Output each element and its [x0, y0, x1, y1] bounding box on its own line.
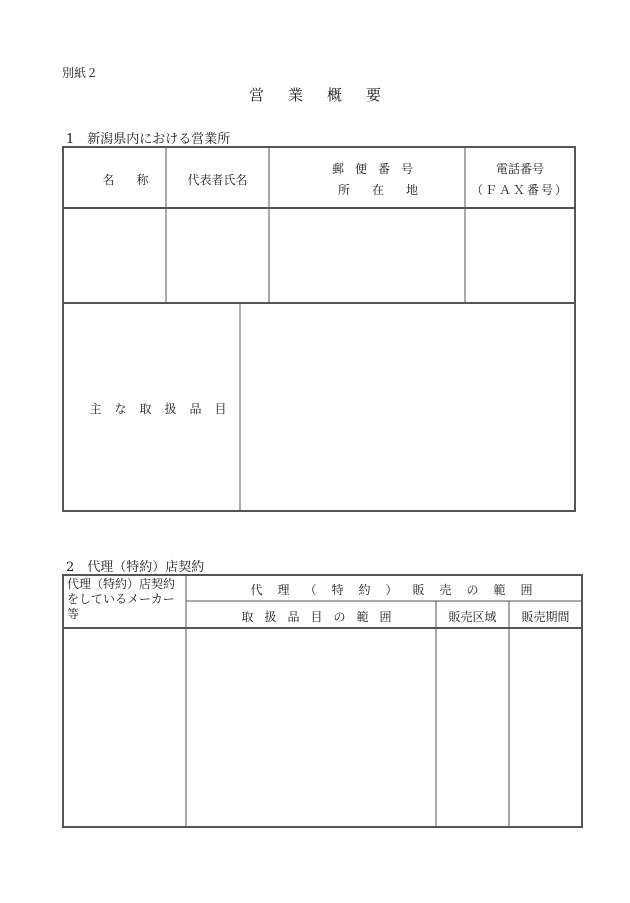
header-fax: （ＦＡＸ番号） — [470, 183, 569, 197]
sales-area-cell[interactable] — [437, 629, 508, 826]
office-name-cell[interactable] — [64, 209, 165, 302]
main-products-label: 主な取扱品目 — [89, 402, 240, 416]
office-representative-cell[interactable] — [167, 209, 268, 302]
header-sales-period: 販売期間 — [521, 610, 570, 624]
document-title: 営業概要 — [248, 86, 405, 104]
office-address-cell[interactable] — [270, 209, 464, 302]
header-sales-range: 代理（特約）販売の範囲 — [250, 583, 548, 597]
header-name: 名称 — [102, 173, 171, 187]
header-representative: 代表者氏名 — [187, 173, 248, 187]
header-address: 所在地 — [337, 183, 440, 197]
office-phone-cell[interactable] — [466, 209, 574, 302]
section2-heading: 2 代理（特約）店契約 — [66, 560, 205, 575]
header-sales-area: 販売区域 — [448, 610, 497, 624]
product-range-cell[interactable] — [187, 629, 435, 826]
main-products-cell[interactable] — [241, 304, 574, 510]
section1-heading: 1 新潟県内における営業所 — [66, 132, 231, 147]
header-postal-code: 郵便番号 — [331, 162, 424, 176]
header-phone: 電話番号 — [495, 162, 544, 176]
maker-cell[interactable] — [64, 629, 185, 826]
header-maker: 代理（特約）店契約をしているメーカー等 — [67, 577, 176, 621]
header-product-range: 取扱品目の範囲 — [241, 610, 403, 624]
attachment-label: 別紙２ — [62, 66, 99, 80]
sales-period-cell[interactable] — [510, 629, 581, 826]
